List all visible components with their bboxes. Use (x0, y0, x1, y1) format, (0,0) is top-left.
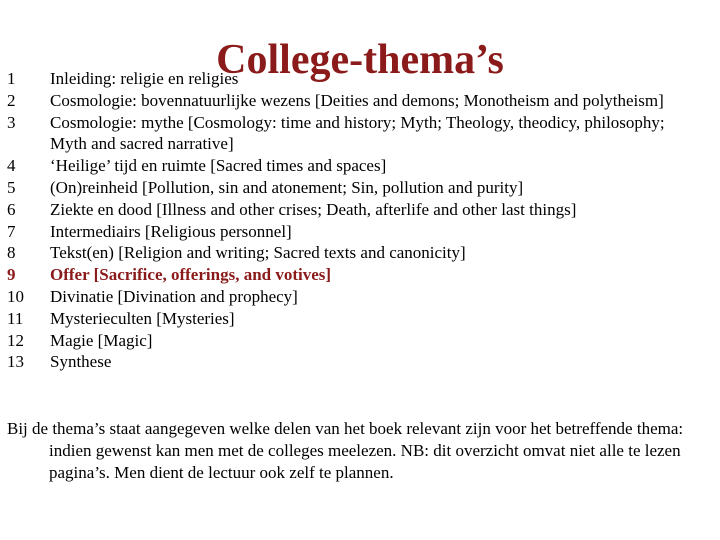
topic-text: Inleiding: religie en religies (50, 69, 239, 88)
topic-text: Cosmologie: mythe [Cosmology: time and history; Myth; Theology, theodicy, philosophy; Myth and sacred narrative] (50, 112, 665, 154)
topic-number: 9 (7, 265, 16, 285)
topic-text: Synthese (50, 352, 112, 372)
topic-text: ‘Heilige’ tijd en ruimte [Sacred times and spaces] (50, 156, 387, 176)
topic-text: Offer [Sacrifice, offerings, and votives] (50, 265, 332, 285)
topic-number: 6 (7, 199, 16, 219)
topic-text: Cosmologie: bovennatuurlijke wezens [Deities and demons; Monotheism and polytheism] (50, 90, 664, 110)
topic-text: Magie [Magic] (50, 330, 153, 350)
topic-item (7, 242, 697, 264)
topic-number: 11 (7, 308, 24, 328)
slide-title: College-thema’s (216, 37, 504, 84)
topic-text: Intermediairs [Religious personnel] (50, 221, 292, 241)
topic-text: (On)reinheid [Pollution, sin and atonement; Sin, pollution and purity] (50, 177, 524, 197)
topic-number: 10 (7, 286, 24, 306)
topic-item (7, 177, 697, 199)
topic-list (7, 68, 697, 373)
topic-item (7, 330, 697, 352)
topic-text: Mysterieculten [Mysteries] (50, 308, 235, 328)
topic-item (7, 351, 697, 373)
topic-number: 5 (7, 177, 16, 197)
topic-item (7, 68, 697, 90)
topic-item (7, 199, 697, 221)
topic-item (7, 286, 697, 308)
topic-text: Ziekte en dood [Illness and other crises; Death, afterlife and other last things] (50, 199, 577, 219)
topic-number: 7 (7, 221, 16, 241)
topic-item (7, 308, 697, 330)
topic-text: Divinatie [Divination and prophecy] (50, 286, 298, 306)
topic-text: Tekst(en) [Religion and writing; Sacred texts and canonicity] (50, 243, 466, 263)
topic-number: 2 (7, 90, 16, 110)
topic-number: 4 (7, 156, 16, 176)
topic-item (7, 221, 697, 243)
topic-number: 13 (7, 352, 24, 372)
topic-number: 12 (7, 330, 24, 350)
topic-item (7, 112, 697, 156)
footnote-paragraph: Bij de thema’s staat aangegeven welke delen van het boek relevant zijn voor het betreffende thema: indien gewenst kan men met de colleges meelezen. NB: dit overzicht omvat niet alle te lezen pagina’s. Men dient de lectuur ook zelf te plannen. (7, 419, 684, 482)
topic-number: 8 (7, 243, 16, 263)
topic-item (7, 155, 697, 177)
topic-item (7, 90, 697, 112)
topic-item-highlighted (7, 264, 697, 286)
topic-number: 1 (7, 69, 16, 88)
topic-number: 3 (7, 112, 16, 132)
